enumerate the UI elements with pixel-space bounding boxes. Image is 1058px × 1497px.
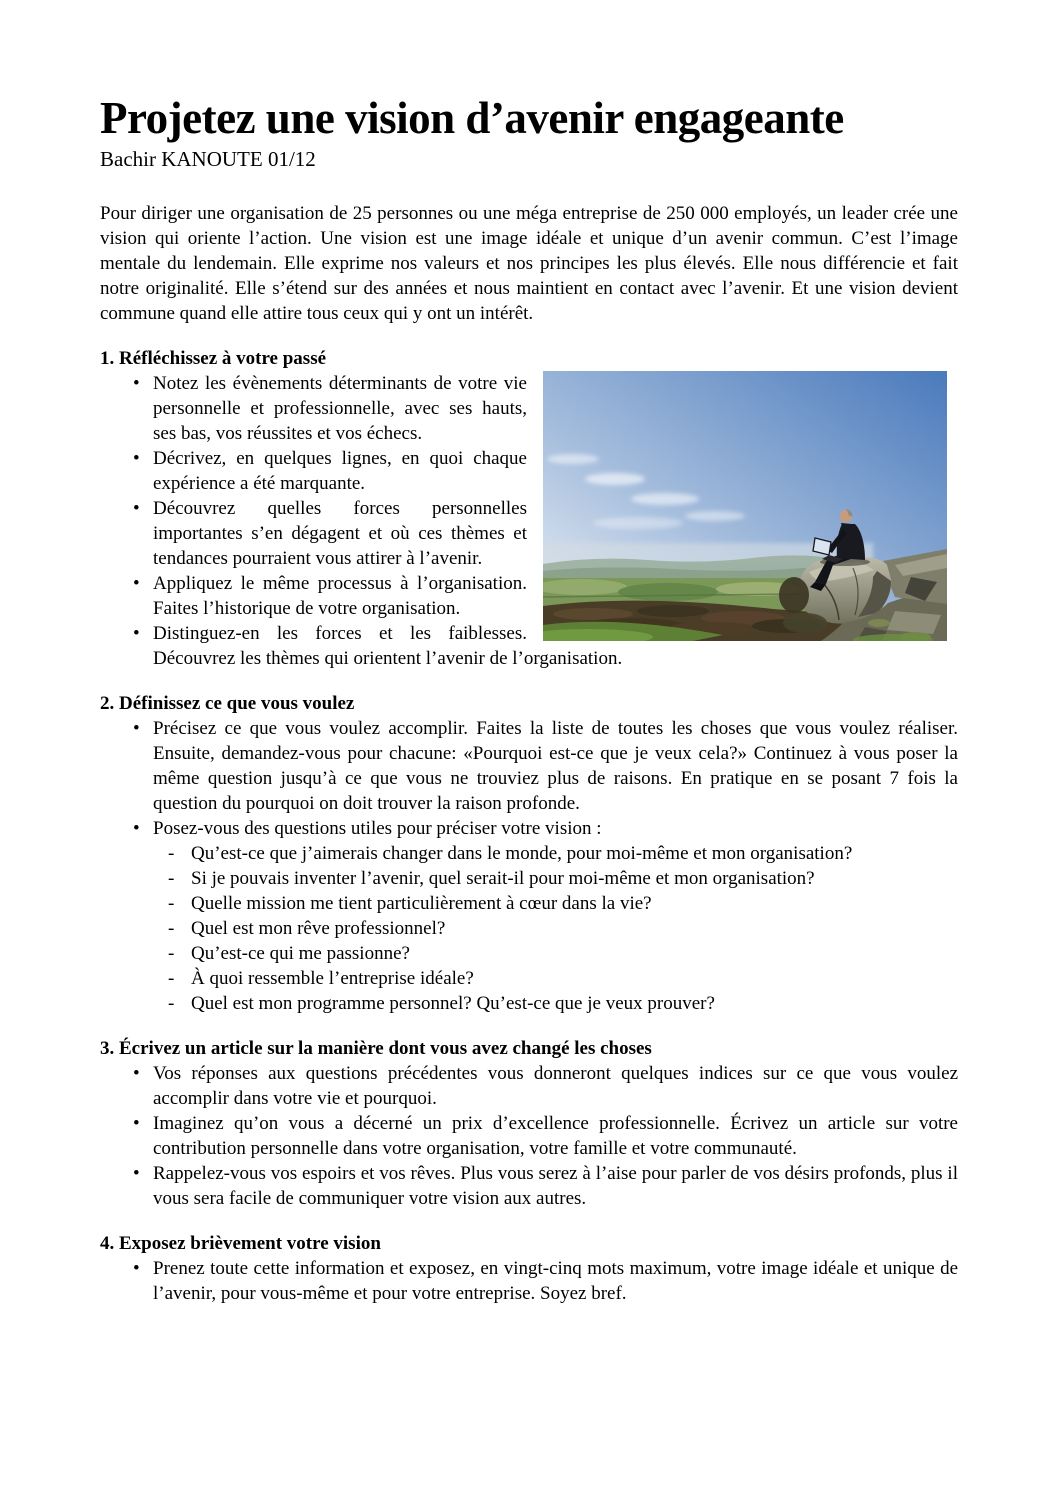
- page-title: Projetez une vision d’avenir engageante: [100, 93, 844, 143]
- list-item: [100, 1161, 958, 1211]
- dash-icon: -: [168, 967, 175, 989]
- section-4-heading: 4. Exposez brièvement votre vision: [100, 1232, 381, 1254]
- list-item-text: Posez-vous des questions utiles pour préciser votre vision :: [153, 817, 602, 839]
- bullet-icon: •: [133, 1257, 140, 1279]
- bullet-icon: •: [133, 372, 140, 394]
- sub-list-item: [100, 966, 958, 991]
- bullet-icon: •: [133, 622, 140, 644]
- dash-icon: -: [168, 917, 175, 939]
- list-item: [100, 716, 958, 816]
- section-3-list: [100, 1061, 958, 1211]
- sub-list-item: [100, 866, 958, 891]
- list-item: [100, 1256, 958, 1306]
- sub-list-item-text: Quelle mission me tient particulièrement à cœur dans la vie?: [191, 892, 652, 914]
- list-item-text: Appliquez le même processus à l’organisation. Faites l’historique de votre organisation.: [153, 572, 527, 619]
- sub-list-item: [100, 941, 958, 966]
- sub-list-item: [100, 841, 958, 866]
- list-item: [100, 496, 958, 571]
- sub-list-item: [100, 891, 958, 916]
- intro-paragraph: Pour diriger une organisation de 25 personnes ou une méga entreprise de 250 000 employés, un leader crée une vision qui oriente l’action. Une vision est une image idéale et unique d’un avenir commun. C’est l’image mentale du lendemain. Elle exprime nos valeurs et nos principes les plus élevés. Elle nous différencie et fait notre originalité. Elle s’étend sur des années et nous maintient en contact avec l’avenir. Et une vision devient commune quand elle attire tous ceux qui y ont un intérêt.: [100, 202, 958, 324]
- section-2-list: [100, 716, 958, 1016]
- list-item: [100, 371, 958, 446]
- list-item-text: Vos réponses aux questions précédentes vous donneront quelques indices sur ce que vous voulez accomplir dans votre vie et pourquoi.: [153, 1062, 958, 1109]
- byline: Bachir KANOUTE 01/12: [100, 146, 316, 171]
- sub-list-item-text: Quel est mon programme personnel? Qu’est-ce que je veux prouver?: [191, 992, 715, 1014]
- list-item-text: Distinguez-en les forces et les faiblesses. Découvrez les thèmes qui orientent l’avenir de l’organisation.: [153, 622, 623, 669]
- bullet-icon: •: [133, 817, 140, 839]
- list-item: [100, 571, 958, 621]
- dash-icon: -: [168, 842, 175, 864]
- dash-icon: -: [168, 942, 175, 964]
- bullet-icon: •: [133, 717, 140, 739]
- section-definissez: [100, 691, 958, 1016]
- bullet-icon: •: [133, 447, 140, 469]
- section-ecrivez: [100, 1036, 958, 1211]
- dash-icon: -: [168, 892, 175, 914]
- bullet-icon: •: [133, 572, 140, 594]
- bullet-icon: •: [133, 497, 140, 519]
- list-item-text: Découvrez quelles forces personnelles importantes s’en dégagent et où ces thèmes et tendances pourraient vous attirer à l’avenir.: [153, 497, 527, 569]
- dash-icon: -: [168, 867, 175, 889]
- list-item-text: Décrivez, en quelques lignes, en quoi chaque expérience a été marquante.: [153, 447, 527, 494]
- list-item: [100, 621, 958, 671]
- dash-icon: -: [168, 992, 175, 1014]
- section-1-heading: 1. Réfléchissez à votre passé: [100, 347, 327, 369]
- list-item: [100, 446, 958, 496]
- section-reflechissez: [100, 346, 958, 671]
- list-item-text: Précisez ce que vous voulez accomplir. Faites la liste de toutes les choses que vous voulez réaliser. Ensuite, demandez-vous pour chacune: «Pourquoi est-ce que je veux cela?» Continuez à vous poser la même question jusqu’à ce que vous ne trouviez plus de raisons. En pratique en se posant 7 fois la question du pourquoi on doit trouver la raison profonde.: [153, 717, 958, 814]
- sub-list-item-text: Si je pouvais inventer l’avenir, quel serait-il pour moi-même et mon organisation?: [191, 867, 815, 889]
- section-4-list: [100, 1256, 958, 1306]
- bullet-icon: •: [133, 1162, 140, 1184]
- sub-list-item-text: Qu’est-ce qui me passionne?: [191, 942, 410, 964]
- list-item-text: Prenez toute cette information et exposez, en vingt-cinq mots maximum, votre image idéale et unique de l’avenir, pour vous-même et pour votre entreprise. Soyez bref.: [153, 1257, 958, 1304]
- sub-list-item-text: Quel est mon rêve professionnel?: [191, 917, 446, 939]
- bullet-icon: •: [133, 1062, 140, 1084]
- bullet-icon: •: [133, 1112, 140, 1134]
- section-2-heading: 2. Définissez ce que vous voulez: [100, 692, 355, 714]
- list-item: [100, 1061, 958, 1111]
- section-1-list: [100, 371, 958, 671]
- section-3-heading: 3. Écrivez un article sur la manière dont vous avez changé les choses: [100, 1037, 652, 1059]
- sub-list-item: [100, 991, 958, 1016]
- list-item-text: Rappelez-vous vos espoirs et vos rêves. Plus vous serez à l’aise pour parler de vos désirs profonds, plus il vous sera facile de communiquer votre vision aux autres.: [153, 1162, 958, 1209]
- list-item: [100, 1111, 958, 1161]
- sub-list-item: [100, 916, 958, 941]
- list-item-text: Imaginez qu’on vous a décerné un prix d’excellence professionnelle. Écrivez un article sur votre contribution personnelle dans votre organisation, votre famille et votre communauté.: [153, 1112, 958, 1159]
- list-item-text: Notez les évènements déterminants de votre vie personnelle et professionnelle, avec ses hauts, ses bas, vos réussites et vos échecs.: [153, 372, 527, 444]
- list-item: [100, 816, 958, 841]
- sub-list-item-text: Qu’est-ce que j’aimerais changer dans le monde, pour moi-même et mon organisation?: [191, 842, 853, 864]
- sub-list-item-text: À quoi ressemble l’entreprise idéale?: [191, 967, 474, 989]
- section-exposez: [100, 1231, 958, 1306]
